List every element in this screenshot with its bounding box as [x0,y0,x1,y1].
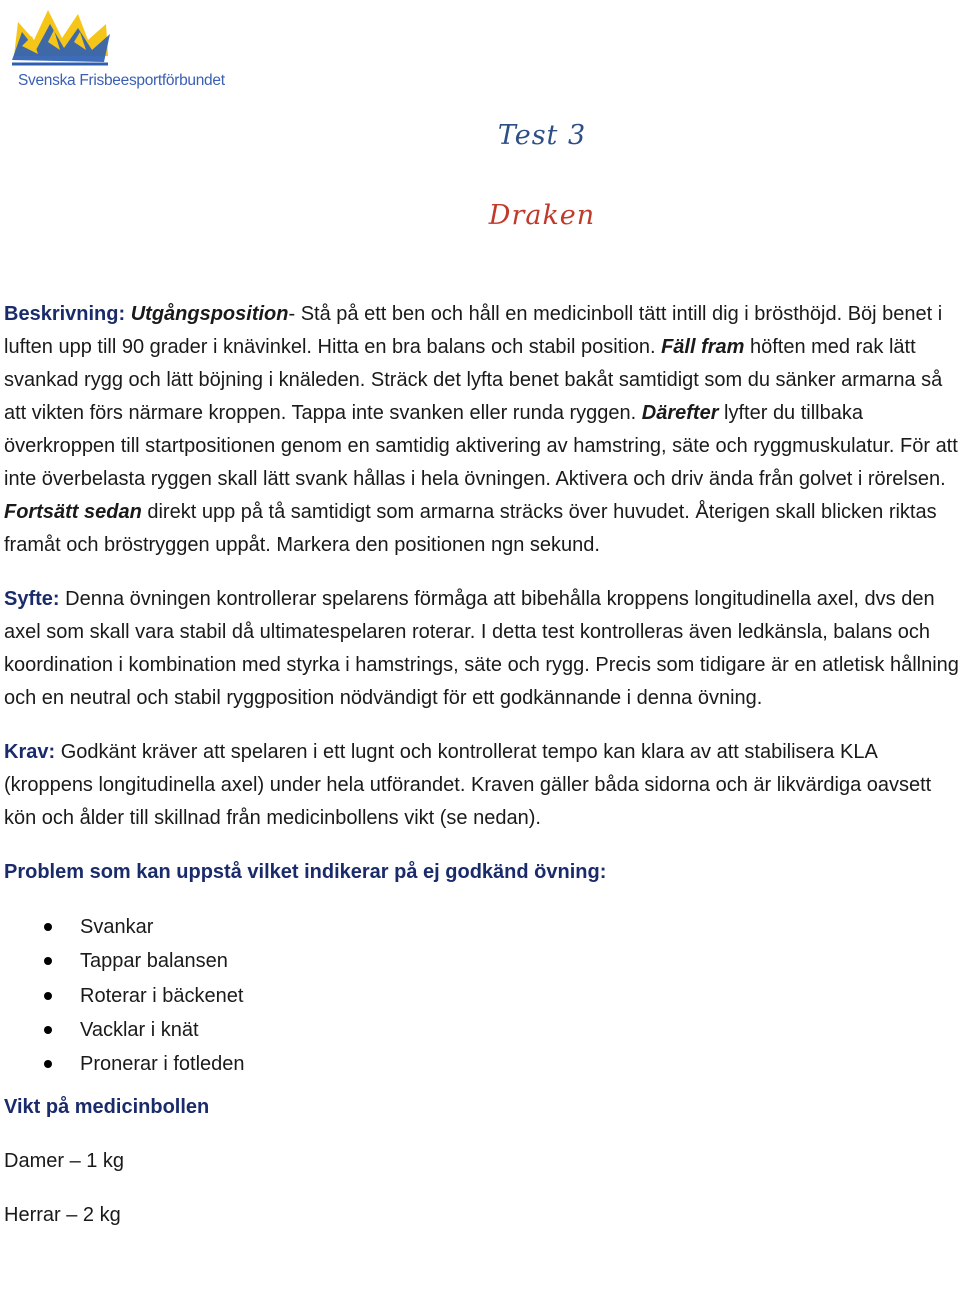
purpose-text: Denna övningen kontrollerar spelarens förmåga att bibehålla kroppens longitudinella axel, dvs den axel som skall vara stabil då ultimatespelaren roterar. I detta test kontrolleras även ledkänsla, balans och koordination i kombination med styrka i hamstrings, säte och rygg. Precis som tidigare är en atletisk hållning och en neutral och stabil ryggposition nödvändigt för ett godkännande i denna övning. [4,588,959,709]
requirement-label: Krav: [4,741,56,763]
description-label: Beskrivning: [4,303,126,325]
bullet-icon [44,957,52,965]
problems-list [4,910,959,1081]
problems-heading: Problem som kan uppstå vilket indikerar på ej godkänd övning: [4,861,607,883]
bullet-icon [44,992,52,1000]
list-item: Svankar [4,910,959,944]
purpose-paragraph [4,583,959,715]
purpose-label: Syfte: [4,588,60,610]
emphasis-text: Därefter [641,402,719,424]
weight-men: Herrar – 2 kg [4,1204,121,1227]
emphasis-text: Utgångsposition [130,303,289,325]
description-segment: höften med rak lätt svankad rygg och lätt böjning i knäleden. Sträck det lyfta benet bakåt samtidigt som du sänker armarna så att vikten förs närmare kroppen. Tappa inte svanken eller runda ryggen. [4,336,943,424]
logo-text: Svenska Frisbeesportförbundet [18,72,225,89]
list-item: Vacklar i knät [4,1013,959,1047]
crown-icon [8,6,118,68]
bullet-icon [44,923,52,931]
weights-heading: Vikt på medicinbollen [4,1096,210,1119]
description-text [4,303,958,556]
list-item: Tappar balansen [4,944,959,978]
weight-women: Damer – 1 kg [4,1150,125,1173]
emphasis-text: Fäll fram [661,336,745,358]
test-title: Test 3 [497,120,587,151]
requirement-paragraph [4,736,959,835]
bullet-icon [44,1060,52,1068]
requirement-text: Godkänt kräver att spelaren i ett lugnt och kontrollerat tempo kan klara av att stabilisera KLA (kroppens longitudinella axel) under hela utförandet. Kraven gäller båda sidorna och är likvärdiga oavsett kön och ålder till skillnad från medicinbollens vikt (se nedan). [4,741,932,829]
description-segment: direkt upp på tå samtidigt som armarna sträcks över huvudet. Återigen skall blicken riktas framåt och bröstryggen uppåt. Markera den positionen ngn sekund. [4,501,937,556]
federation-logo [8,6,223,90]
list-item: Pronerar i fotleden [4,1047,959,1081]
list-item: Roterar i bäckenet [4,979,959,1013]
exercise-title: Draken [488,200,596,231]
document-body [4,298,959,1253]
description-segment: lyfter du tillbaka överkroppen till startpositionen genom en samtidig aktivering av hamstring, säte och ryggmuskulatur. För att inte överbelasta ryggen skall lätt svank hållas i hela övningen. Aktivera och driv ända från golvet i rörelsen. [4,402,958,490]
description-segment: - Stå på ett ben och håll en medicinboll tätt intill dig i brösthöjd. Böj benet i luften upp till 90 grader i knävinkel. Hitta en bra balans och stabil position. [4,303,943,358]
emphasis-text: Fortsätt sedan [4,501,142,523]
bullet-icon [44,1026,52,1034]
description-paragraph [4,298,959,562]
